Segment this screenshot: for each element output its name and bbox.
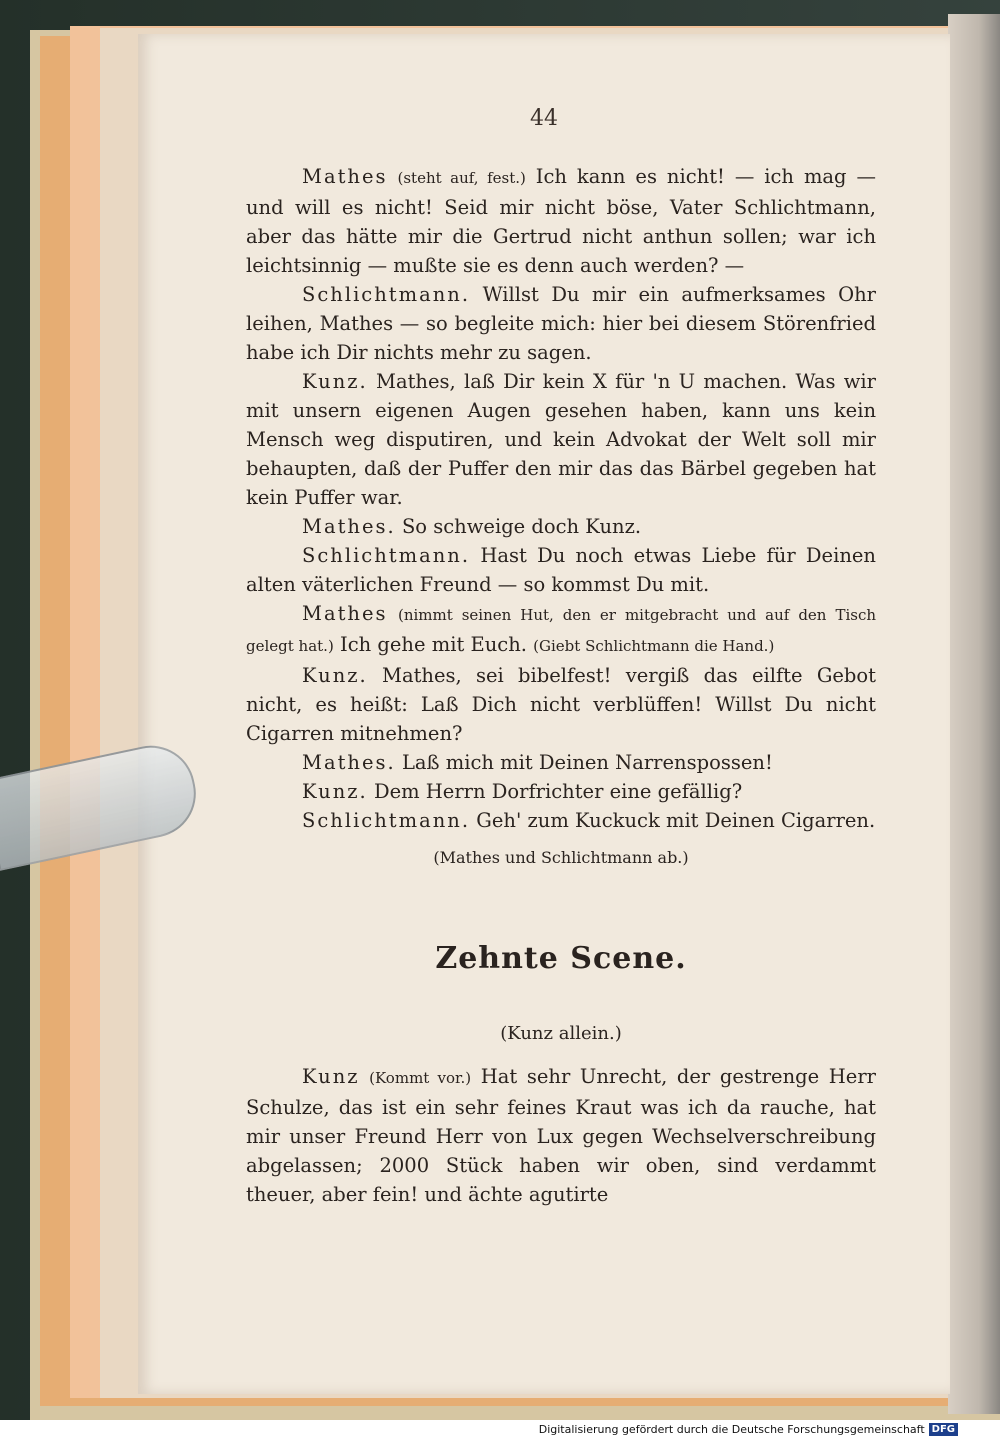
footer-text: Digitalisierung gefördert durch die Deutsche Forschungsgemeinschaft — [538, 1423, 925, 1436]
dialogue-line — [246, 777, 876, 806]
dialogue-text: Geh' zum Kuckuck mit Deinen Cigarren. — [476, 809, 876, 832]
book-gutter — [948, 14, 1000, 1414]
speaker-name: Mathes. — [302, 751, 396, 774]
funding-credit — [539, 1423, 958, 1436]
speaker-name: Schlichtmann. — [302, 544, 471, 567]
dialogue-line — [246, 541, 876, 599]
dialogue-text: Dem Herrn Dorfrichter eine gefällig? — [373, 780, 743, 803]
dialogue-text: Hat sehr Unrecht, der gestrenge Herr Schulze, das ist ein sehr feines Kraut was ich da rauche, hat mir unser Freund Herr von Lux gegen Wechselverschreibung abgelassen; 2000 Stück haben wir oben, sind verdammt theuer, aber fein! und ächte agutirte — [246, 1065, 876, 1206]
speaker-name: Mathes. — [302, 515, 396, 538]
stage-direction: (nimmt seinen Hut, den er mitgebracht und auf den Tisch gelegt hat.) — [246, 606, 877, 655]
stage-direction: (Giebt Schlichtmann die Hand.) — [533, 637, 775, 655]
speaker-name: Schlichtmann. — [302, 283, 471, 306]
dialogue-line — [246, 599, 876, 661]
dialogue-line — [246, 661, 876, 748]
dialogue-line — [246, 280, 876, 367]
speaker-name: Kunz — [302, 1065, 360, 1088]
dialogue-line — [246, 806, 876, 835]
dialogue-text: So schweige doch Kunz. — [401, 515, 642, 538]
dialogue-line — [246, 162, 876, 280]
dialogue-text: Hast Du noch etwas Liebe für Deinen alten väterlichen Freund — so kommst Du mit. — [246, 544, 876, 596]
speaker-name: Mathes — [302, 602, 388, 625]
stage-direction: (steht auf, fest.) — [397, 169, 526, 187]
dialogue-line — [246, 1062, 876, 1209]
dialogue-text: Ich kann es nicht! — ich mag — und will es nicht! Seid mir nicht böse, Vater Schlichtmann, aber das hätte mir die Gertrud nicht anthun sollen; war ich leichtsinnig — mußte sie es denn auch werden? — — [246, 165, 876, 277]
speaker-name: Kunz. — [302, 780, 368, 803]
scene-heading: Zehnte Scene. — [435, 941, 687, 976]
dialogue-text: Mathes, laß Dir kein X für 'n U machen. Was wir mit unsern eigenen Augen gesehen haben, kann uns kein Mensch weg disputiren, und kein Advokat der Welt soll mir behaupten, daß der Puffer den mir das das Bärbel gegeben hat kein Puffer war. — [246, 370, 876, 509]
page-number: 44 — [530, 106, 558, 131]
scene-stage-direction: (Kunz allein.) — [500, 1023, 622, 1044]
page-text — [246, 162, 876, 1209]
speaker-name: Kunz. — [302, 664, 368, 687]
dialogue-line — [246, 748, 876, 777]
book-page — [138, 34, 950, 1394]
dialogue-text: Laß mich mit Deinen Narrenspossen! — [401, 751, 773, 774]
dialogue-text: Willst Du mir ein aufmerksames Ohr leihen, Mathes — so begleite mich: hier bei diesem Störenfried habe ich Dir nichts mehr zu sagen. — [246, 283, 876, 364]
dialogue-text: Mathes, sei bibelfest! vergiß das eilfte Gebot nicht, es heißt: Laß Dich nicht verblüffen! Willst Du nicht Cigarren mitnehmen? — [246, 664, 876, 745]
dialogue-text: Ich gehe mit Euch. — [340, 633, 527, 656]
speaker-name: Kunz. — [302, 370, 368, 393]
dialogue-line — [246, 367, 876, 512]
dfg-logo-icon: DFG — [929, 1423, 958, 1436]
speaker-name: Mathes — [302, 165, 388, 188]
stage-direction: (Kommt vor.) — [369, 1069, 472, 1087]
exit-direction: (Mathes und Schlichtmann ab.) — [433, 848, 689, 867]
speaker-name: Schlichtmann. — [302, 809, 471, 832]
dialogue-line — [246, 512, 876, 541]
